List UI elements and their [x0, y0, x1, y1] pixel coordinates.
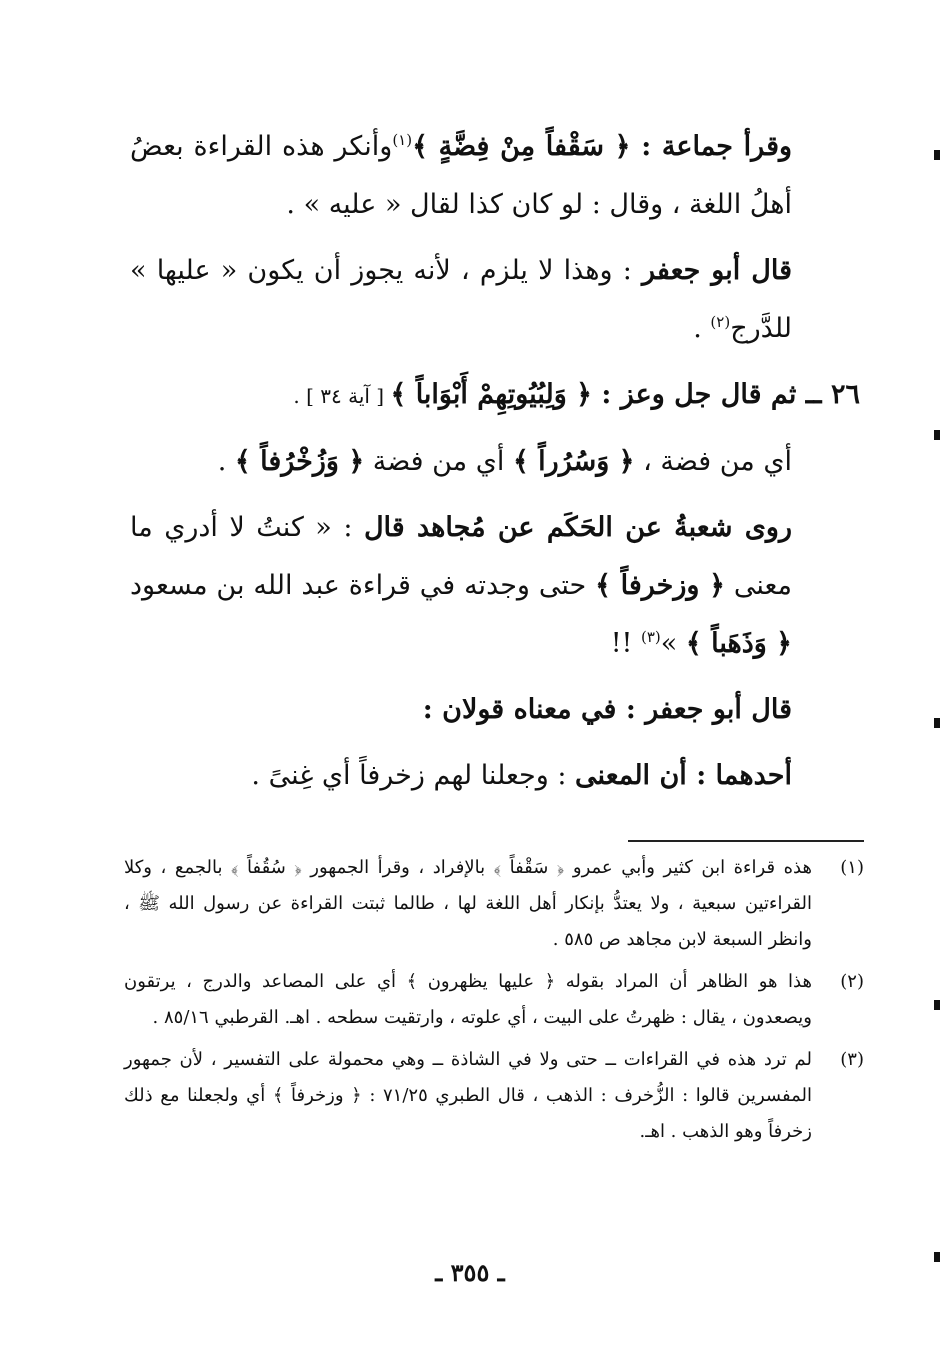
edge-mark	[934, 150, 940, 160]
main-text	[130, 118, 860, 813]
paragraph-1-text: وأنكر هذه القراءة بعضُ أهلُ اللغة ، وقال : لو كان كذا لقال « عليه » .	[130, 131, 792, 220]
paragraph-5-end: !!	[610, 628, 641, 659]
footnote-ref-1: (١)	[392, 131, 413, 149]
quran-quote: ﴿ سَقْفاً مِنْ فِضَّةٍ ﴾	[412, 131, 631, 162]
paragraph-2	[130, 242, 830, 358]
paragraph-4	[130, 433, 830, 491]
paragraph-1	[130, 118, 830, 234]
edge-mark	[934, 718, 940, 728]
paragraph-6	[130, 681, 830, 739]
paragraph-2-end: .	[693, 313, 711, 344]
footnote-number: (٣)	[840, 1049, 864, 1070]
footnote-2	[124, 964, 864, 1036]
edge-mark	[934, 1000, 940, 1010]
paragraph-4-text-b: أي من فضة	[364, 446, 513, 477]
footnotes	[124, 850, 864, 1156]
footnote-ref-2: (٢)	[710, 313, 731, 331]
footnote-number: (٢)	[840, 971, 864, 992]
footnote-text: هذا هو الظاهر أن المراد بقوله ﴿ عليها يظهرون ﴾ أي على المصاعد والدرج ، يرتقون ويصعدون ، يقال : ظهرتُ على البيت ، أي علوته ، وارتقيت سطحه . اهـ. القرطبي ٨٥/١٦ .	[124, 971, 812, 1028]
quran-quote: ﴿ وَسُرُراً ﴾	[512, 446, 635, 477]
footnote-text: لم ترد هذه في القراءات ــ حتى ولا في الشاذة ــ وهي محمولة على التفسير ، لأن جمهور المفسرين قالوا : الزُّخرف : الذهب ، قال الطبري ٧١/٢٥ : ﴿ وزخرفاً ﴾ أي ولجعلنا مع ذلك زخرفاً وهو الذهب . اهـ.	[124, 1049, 812, 1142]
paragraph-5-text-a: : « كنتُ لا أدري ما معنى	[130, 512, 792, 601]
ayah-reference: [ آية ٣٤ ] .	[293, 384, 391, 408]
paragraph-7	[130, 747, 830, 805]
paragraph-7-lead: أحدهما : أن المعنى	[575, 760, 792, 791]
footnote-text: هذه قراءة ابن كثير وأبي عمرو ﴿ سَقْفاً ﴾ بالإفراد ، وقرأ الجمهور ﴿ سُقُفاً ﴾ بالجمع ، وكلا القراءتين سبعية ، ولا يعتدُّ بإنكار أهل اللغة لها ، طالما ثبتت القراءة عن رسول الله ﷺ ، وانظر السبعة لابن مجاهد ص ٥٨٥ .	[124, 857, 812, 950]
paragraph-2-lead: قال أبو جعفر	[642, 255, 792, 286]
paragraph-5-lead: روى شعبةُ عن الحَكَم عن مُجاهد قال	[363, 512, 792, 543]
quran-quote: ﴿ وزخرفاً ﴾	[595, 570, 725, 601]
paragraph-4-text-a: أي من فضة ،	[634, 446, 792, 477]
paragraph-5-text-b: حتى وجدته في قراءة عبد الله بن مسعود	[130, 570, 596, 601]
page-number: ـ ٣٥٥ ـ	[435, 1258, 505, 1287]
footnote-number: (١)	[840, 857, 864, 878]
quran-quote: ﴿ وَلِبُيُوتِهِمْ أَبْوَاباً ﴾	[390, 379, 592, 410]
paragraph-1-lead: وقرأ جماعة :	[630, 131, 793, 162]
footnote-3	[124, 1042, 864, 1150]
quran-quote: ﴿ وَزُخْرُفاً ﴾	[234, 446, 365, 477]
paragraph-5-text-c: »	[660, 628, 686, 659]
quran-quote: ﴿ وَذَهَباً ﴾	[685, 628, 792, 659]
verse-heading	[130, 366, 860, 425]
edge-mark	[934, 430, 940, 440]
paragraph-2-text: : وهذا لا يلزم ، لأنه يجوز أن يكون « عليها » للدَّرج	[130, 255, 792, 344]
paragraph-6-heading: قال أبو جعفر : في معناه قولان :	[422, 694, 792, 725]
footnote-separator	[628, 840, 864, 842]
footnote-ref-3: (٣)	[640, 628, 661, 646]
footnote-1	[124, 850, 864, 958]
paragraph-4-text-c: .	[217, 446, 235, 477]
edge-mark	[934, 1252, 940, 1262]
paragraph-7-text: : وجعلنا لهم زخرفاً أي غِنىً .	[251, 760, 576, 791]
verse-heading-lead: ٢٦ ــ ثم قال جل وعز :	[591, 379, 860, 410]
paragraph-5	[130, 499, 830, 673]
